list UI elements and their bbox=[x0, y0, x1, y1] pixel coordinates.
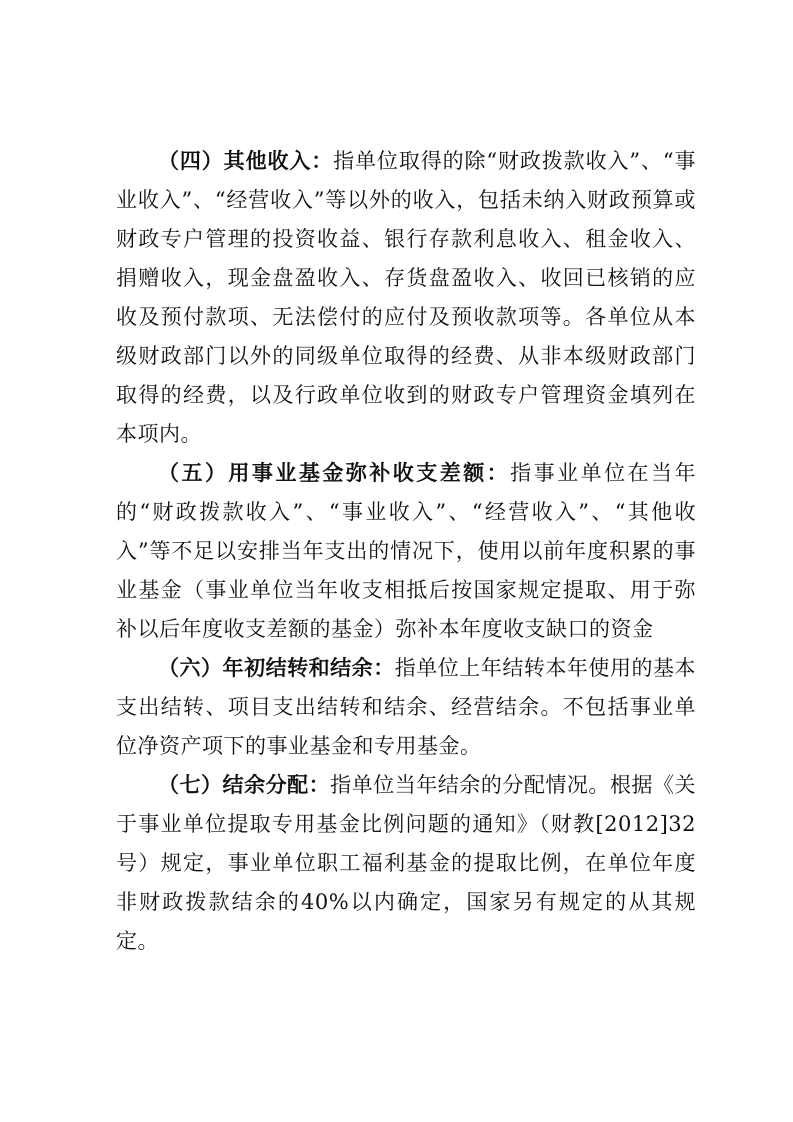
term-opening-carryover: （六）年初结转和结余： bbox=[158, 656, 395, 680]
document-body bbox=[116, 142, 696, 961]
term-surplus-distribution: （七）结余分配： bbox=[158, 773, 331, 797]
paragraph-other-income bbox=[116, 142, 696, 454]
term-other-income: （四）其他收入： bbox=[158, 149, 334, 173]
paragraph-opening-carryover bbox=[116, 649, 696, 766]
definition-surplus-distribution: 指单位当年结余的分配情况。根据《关于事业单位提取专用基金比例问题的通知》（财教[2012]32号）规定，事业单位职工福利基金的提取比例，在单位年度非财政拨款结余的40%以内确定，国家另有规定的从其规定。 bbox=[116, 773, 697, 953]
term-business-fund-offset: （五）用事业基金弥补收支差额： bbox=[158, 461, 511, 485]
definition-opening-carryover: 指单位上年结转本年使用的基本支出结转、项目支出结转和结余、经营结余。不包括事业单位净资产项下的事业基金和专用基金。 bbox=[116, 656, 697, 758]
definition-other-income: 指单位取得的除“财政拨款收入”、“事业收入”、“经营收入”等以外的收入，包括未纳入财政预算或财政专户管理的投资收益、银行存款利息收入、租金收入、捐赠收入，现金盘盈收入、存货盘盈收入、收回已核销的应收及预付款项、无法偿付的应付及预收款项等。各单位从本级财政部门以外的同级单位取得的经费、从非本级财政部门取得的经费，以及行政单位收到的财政专户管理资金填列在本项内。 bbox=[116, 149, 696, 446]
paragraph-business-fund-offset bbox=[116, 454, 696, 649]
paragraph-surplus-distribution bbox=[116, 766, 696, 961]
definition-business-fund-offset: 指事业单位在当年的“财政拨款收入”、“事业收入”、“经营收入”、“其他收入”等不足以安排当年支出的情况下，使用以前年度积累的事业基金（事业单位当年收支相抵后按国家规定提取、用于弥补以后年度收支差额的基金）弥补本年度收支缺口的资金 bbox=[116, 461, 697, 641]
